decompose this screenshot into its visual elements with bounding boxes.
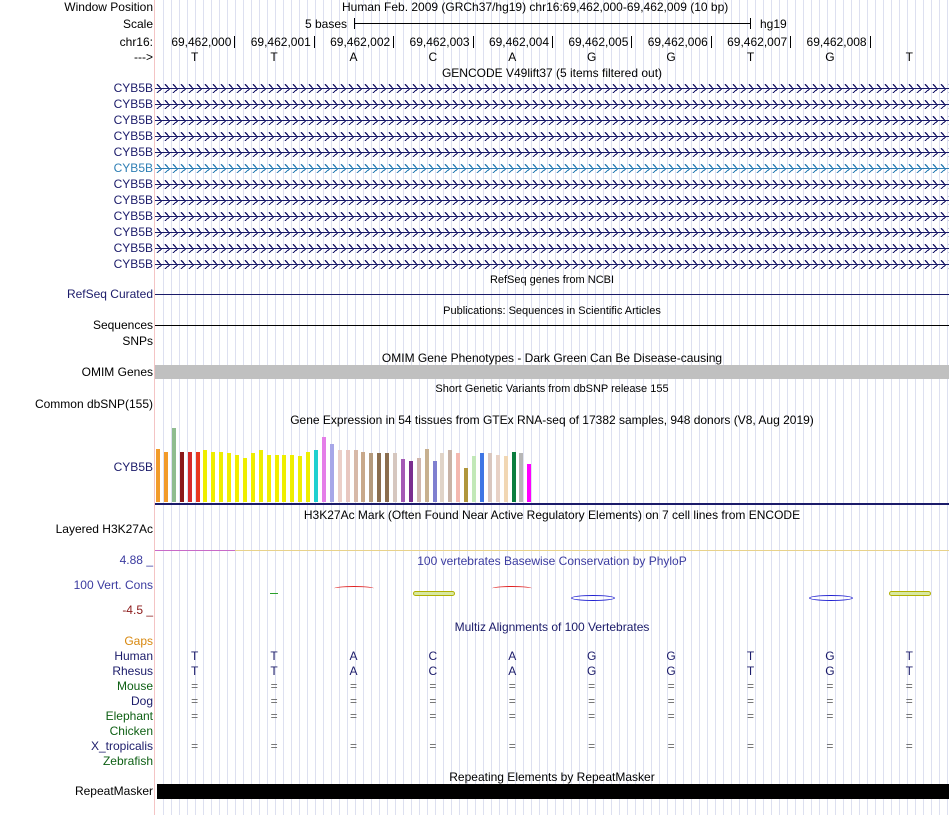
chrom-label: chr16: [119,35,153,49]
gtex-tissue-bar[interactable] [235,455,239,502]
multiz-base: = [588,709,596,723]
multiz-base: = [270,679,278,693]
multiz-base: = [508,709,516,723]
gencode-gene-label[interactable]: CYB5B [113,97,153,111]
multiz-base: T [191,664,199,678]
gtex-tissue-bar[interactable] [203,450,207,502]
gtex-tissue-bar[interactable] [322,437,326,502]
position-label: 69,462,004 [488,35,549,49]
multiz-base: = [270,739,278,753]
strand-arrows [155,180,949,189]
refseq-label[interactable]: RefSeq Curated [66,287,153,301]
gtex-track-title[interactable]: Gene Expression in 54 tissues from GTEx RNA-seq of 17382 samples, 948 donors (V8, Aug 2019) [290,413,814,427]
repeatmasker-feature[interactable] [157,784,949,799]
multiz-species-label[interactable]: Chicken [109,724,153,738]
multiz-base: = [905,679,913,693]
gtex-tissue-bar[interactable] [456,453,460,502]
gtex-tissue-bar[interactable] [377,453,381,502]
gtex-tissue-bar[interactable] [440,453,444,502]
gencode-gene-label[interactable]: CYB5B [113,225,153,239]
multiz-base: = [746,739,754,753]
h3k27ac-label[interactable]: Layered H3K27Ac [55,522,153,536]
gencode-gene-label[interactable]: CYB5B [113,129,153,143]
multiz-base: = [270,694,278,708]
gtex-tissue-bar[interactable] [354,450,358,502]
multiz-base: G [666,664,676,678]
base-letter: T [270,50,278,64]
gtex-tissue-bar[interactable] [369,453,373,502]
multiz-base: C [428,649,438,663]
gtex-tissue-bar[interactable] [267,455,271,502]
multiz-base: = [429,739,437,753]
multiz-base: = [588,694,596,708]
multiz-base: T [191,649,199,663]
multiz-base: = [905,694,913,708]
multiz-base: G [825,649,835,663]
gencode-gene-label[interactable]: CYB5B [113,193,153,207]
strand-arrows [155,212,949,221]
gtex-tissue-bar[interactable] [496,455,500,502]
multiz-base: G [666,649,676,663]
dbsnp-track-title[interactable]: Short Genetic Variants from dbSNP release 155 [435,383,669,395]
publications-track-title[interactable]: Publications: Sequences in Scientific Articles [443,305,661,317]
multiz-species-label[interactable]: Rhesus [112,664,153,678]
multiz-species-label[interactable]: Elephant [105,709,153,723]
base-letter: A [508,50,517,64]
multiz-base: = [826,694,834,708]
multiz-base: A [349,664,358,678]
repeatmasker-label[interactable]: RepeatMasker [74,784,153,798]
base-letter: G [666,50,676,64]
gtex-tissue-bar[interactable] [180,452,184,502]
multiz-base: = [667,739,675,753]
h3k27ac-track-title[interactable]: H3K27Ac Mark (Often Found Near Active Regulatory Elements) on 7 cell lines from ENCODE [303,508,801,522]
gtex-tissue-bar[interactable] [338,450,342,502]
position-label: 69,462,001 [250,35,311,49]
gencode-gene-label[interactable]: CYB5B [113,113,153,127]
base-letter: T [746,50,755,64]
gtex-tissue-bar[interactable] [306,452,310,502]
base-letter: G [587,50,597,64]
conservation-mark [889,591,931,596]
gaps-label: Gaps [124,634,153,648]
gtex-bar-chart[interactable] [155,428,949,502]
gtex-tissue-bar[interactable] [527,464,531,502]
conservation-mark [270,593,278,594]
gtex-tissue-bar[interactable] [472,456,476,502]
gtex-tissue-bar[interactable] [433,461,437,502]
base-letter: G [825,50,835,64]
gtex-tissue-bar[interactable] [259,450,263,502]
multiz-base: C [428,664,438,678]
gencode-gene-label[interactable]: CYB5B [113,241,153,255]
multiz-base: T [905,649,913,663]
base-letter: C [428,50,438,64]
strand-label: ---> [134,50,153,64]
multiz-base: = [905,739,913,753]
sequences-feature[interactable] [155,325,949,326]
multiz-base: = [191,709,199,723]
strand-arrows [155,84,949,93]
window-position-label: Window Position [64,0,153,14]
gtex-tissue-bar[interactable] [172,428,176,502]
multiz-base: = [349,709,357,723]
base-letter: A [349,50,358,64]
refseq-track-title[interactable]: RefSeq genes from NCBI [489,274,615,286]
gencode-gene-label[interactable]: CYB5B [113,145,153,159]
multiz-base: = [826,709,834,723]
conservation-mark [809,595,853,601]
gtex-tissue-bar[interactable] [314,450,318,502]
gencode-gene-label[interactable]: CYB5B [113,209,153,223]
scale-bar [354,23,750,24]
gtex-tissue-bar[interactable] [251,453,255,502]
strand-arrows [155,244,949,253]
multiz-base: T [270,649,278,663]
scale-label: Scale [122,17,153,31]
gtex-tissue-bar[interactable] [417,458,421,502]
gtex-tissue-bar[interactable] [298,456,302,502]
multiz-base: = [429,694,437,708]
multiz-species-label[interactable]: X_tropicalis [90,739,153,753]
conservation-max-label: 4.88 _ [119,553,153,567]
multiz-base: = [746,694,754,708]
gtex-tissue-bar[interactable] [282,455,286,502]
conservation-mark [413,591,455,596]
gtex-tissue-bar[interactable] [290,455,294,502]
gtex-tissue-bar[interactable] [464,468,468,502]
strand-arrows [155,148,949,157]
multiz-base: A [508,664,517,678]
position-label: 69,462,000 [171,35,232,49]
multiz-base: = [349,679,357,693]
gtex-tissue-bar[interactable] [156,449,160,502]
multiz-base: = [746,679,754,693]
multiz-base: = [429,709,437,723]
multiz-base: = [588,679,596,693]
gencode-gene-label[interactable]: CYB5B [113,81,153,95]
multiz-species-label[interactable]: Dog [130,694,153,708]
gtex-tissue-bar[interactable] [243,458,247,502]
multiz-species-label[interactable]: Zebrafish [102,754,153,768]
scale-bar-right-cap [750,18,751,29]
gtex-tissue-bar[interactable] [188,452,192,502]
position-label: 69,462,008 [806,35,867,49]
multiz-base: A [349,649,358,663]
gtex-baseline [155,503,949,505]
gencode-gene-label[interactable]: CYB5B [113,177,153,191]
gtex-tissue-bar[interactable] [227,453,231,502]
gtex-tissue-bar[interactable] [393,453,397,502]
sequences-label[interactable]: Sequences [92,318,153,332]
scale-db: hg19 [760,17,787,31]
multiz-base: = [508,694,516,708]
base-letter: T [191,50,199,64]
gtex-tissue-bar[interactable] [480,453,484,502]
position-label: 69,462,006 [647,35,708,49]
gtex-tissue-bar[interactable] [425,449,429,502]
multiz-base: G [825,664,835,678]
strand-arrows [155,196,949,205]
gtex-tissue-bar[interactable] [164,452,168,502]
multiz-base: A [508,649,517,663]
multiz-base: T [746,649,755,663]
gtex-tissue-bar[interactable] [448,450,452,502]
multiz-base: = [667,679,675,693]
multiz-species-label[interactable]: Human [114,649,153,663]
conservation-mark [571,595,615,601]
multiz-track-title[interactable]: Multiz Alignments of 100 Vertebrates [454,620,650,634]
conservation-mark [492,586,532,591]
gtex-tissue-bar[interactable] [275,455,279,502]
gencode-track-title[interactable]: GENCODE V49lift37 (5 items filtered out) [441,66,663,80]
gtex-tissue-bar[interactable] [219,452,223,502]
gtex-tissue-bar[interactable] [519,453,523,502]
gtex-tissue-bar[interactable] [512,452,516,502]
conservation-min-label: -4.5 _ [122,603,153,617]
repeatmasker-track-title[interactable]: Repeating Elements by RepeatMasker [449,770,655,784]
multiz-base: = [826,739,834,753]
multiz-species-label[interactable]: Mouse [116,679,153,693]
gtex-tissue-bar[interactable] [488,453,492,502]
multiz-base: = [746,709,754,723]
multiz-base: T [905,664,913,678]
h3k27ac-signal-a [155,550,235,551]
gtex-tissue-bar[interactable] [211,452,215,502]
multiz-base: G [587,649,597,663]
multiz-base: = [191,679,199,693]
multiz-base: = [191,694,199,708]
strand-arrows [155,100,949,109]
multiz-base: = [429,679,437,693]
multiz-base: G [587,664,597,678]
snps-label[interactable]: SNPs [122,334,153,348]
strand-arrows [155,164,949,173]
omim-track-title[interactable]: OMIM Gene Phenotypes - Dark Green Can Be Disease-causing [381,351,723,365]
strand-arrows [155,228,949,237]
gtex-tissue-bar[interactable] [361,452,365,502]
conservation-mark [334,586,374,591]
position-label: 69,462,003 [409,35,470,49]
dbsnp-label[interactable]: Common dbSNP(155) [34,397,153,411]
position-tick [870,36,871,48]
multiz-base: = [270,709,278,723]
multiz-base: = [826,679,834,693]
multiz-base: = [508,739,516,753]
strand-arrows [155,260,949,269]
assembly-title[interactable]: Human Feb. 2009 (GRCh37/hg19) chr16:69,462,000-69,462,009 (10 bp) [342,0,729,14]
position-label: 69,462,007 [727,35,788,49]
omim-label[interactable]: OMIM Genes [81,365,153,379]
position-label: 69,462,002 [330,35,391,49]
omim-feature[interactable] [155,365,949,379]
gtex-tissue-bar[interactable] [330,444,334,502]
gtex-tissue-bar[interactable] [401,459,405,502]
gtex-tissue-bar[interactable] [346,450,350,502]
gencode-gene-label[interactable]: CYB5B [113,257,153,271]
multiz-base: = [508,679,516,693]
base-letter: T [905,50,913,64]
gtex-tissue-bar[interactable] [196,452,200,502]
gtex-tissue-bar[interactable] [385,453,389,502]
multiz-base: = [349,694,357,708]
multiz-base: = [667,694,675,708]
multiz-base: T [746,664,755,678]
strand-arrows [155,132,949,141]
strand-arrows [155,116,949,125]
multiz-base: T [270,664,278,678]
multiz-base: = [349,739,357,753]
position-label: 69,462,005 [568,35,629,49]
conservation-label[interactable]: 100 Vert. Cons [73,578,153,592]
multiz-base: = [667,709,675,723]
gtex-tissue-bar[interactable] [504,456,508,502]
conservation-track-title[interactable]: 100 vertebrates Basewise Conservation by PhyloP [417,554,687,568]
refseq-feature[interactable] [155,294,949,295]
multiz-base: = [905,709,913,723]
multiz-base: = [588,739,596,753]
gencode-gene-label[interactable]: CYB5B [113,161,153,175]
gtex-tissue-bar[interactable] [409,461,413,502]
gtex-gene-label[interactable]: CYB5B [113,460,153,474]
scale-text: 5 bases [305,17,348,31]
multiz-base: = [191,739,199,753]
h3k27ac-signal-b [235,550,949,551]
